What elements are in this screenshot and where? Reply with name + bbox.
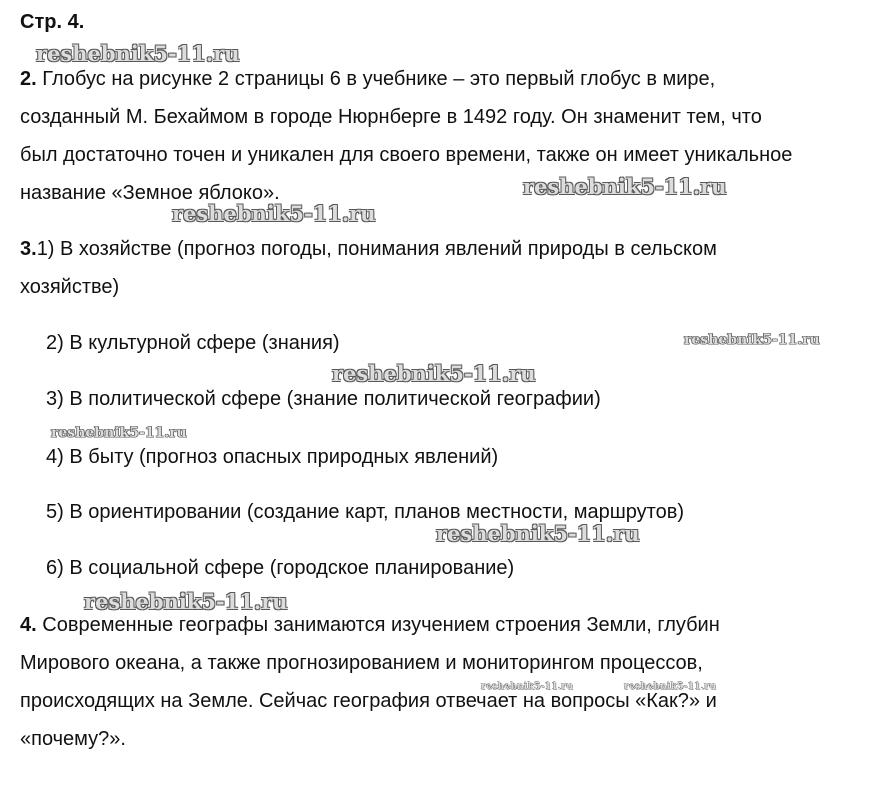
task2-line-1: 2. Глобус на рисунке 2 страницы 6 в учебнике – это первый глобус в мире, <box>20 68 716 90</box>
watermark: reshebnik5-11.ru <box>172 201 376 226</box>
task4-line-2: Мирового океана, а также прогнозированием и мониторингом процессов, <box>20 652 703 674</box>
task3-item-3: 3) В политической сфере (знание политической географии) <box>46 388 601 410</box>
task4-line-3: происходящих на Земле. Сейчас география отвечает на вопросы «Как?» и <box>20 690 717 712</box>
watermark: reshebnik5-11.ru <box>624 681 717 692</box>
task4-line-4: «почему?». <box>20 728 126 750</box>
watermark: reshebnik5-11.ru <box>684 332 820 348</box>
page-header: Стр. 4. <box>20 11 85 33</box>
task2-line-2: созданный М. Бехаймом в городе Нюрнберге в 1492 году. Он знаменит тем, что <box>20 106 762 128</box>
task2-number: 2. <box>20 68 37 90</box>
watermark: reshebnik5-11.ru <box>481 681 574 692</box>
watermark: reshebnik5-11.ru <box>436 521 640 546</box>
task3-item-5: 5) В ориентировании (создание карт, планов местности, маршрутов) <box>46 501 685 523</box>
task4-number: 4. <box>20 614 37 636</box>
watermark: reshebnik5-11.ru <box>36 41 240 66</box>
task2-line-4: название «Земное яблоко». <box>20 182 280 204</box>
watermark: reshebnik5-11.ru <box>332 361 536 386</box>
task3-line-1: 3.1) В хозяйстве (прогноз погоды, понимания явлений природы в сельском <box>20 238 717 260</box>
task3-item-2: 2) В культурной сфере (знания) <box>46 332 340 354</box>
task3-line-2: хозяйстве) <box>20 276 120 298</box>
task4-line-1: 4. Современные географы занимаются изучением строения Земли, глубин <box>20 614 720 636</box>
watermark: reshebnik5-11.ru <box>523 174 727 199</box>
watermark: reshebnik5-11.ru <box>84 589 288 614</box>
task3-number: 3. <box>20 238 37 260</box>
task3-item-6: 6) В социальной сфере (городское планирование) <box>46 557 515 579</box>
task3-item-4: 4) В быту (прогноз опасных природных явлений) <box>46 446 499 468</box>
task2-line-3: был достаточно точен и уникален для своего времени, также он имеет уникальное <box>20 144 793 166</box>
watermark: reshebnik5-11.ru <box>51 425 187 441</box>
